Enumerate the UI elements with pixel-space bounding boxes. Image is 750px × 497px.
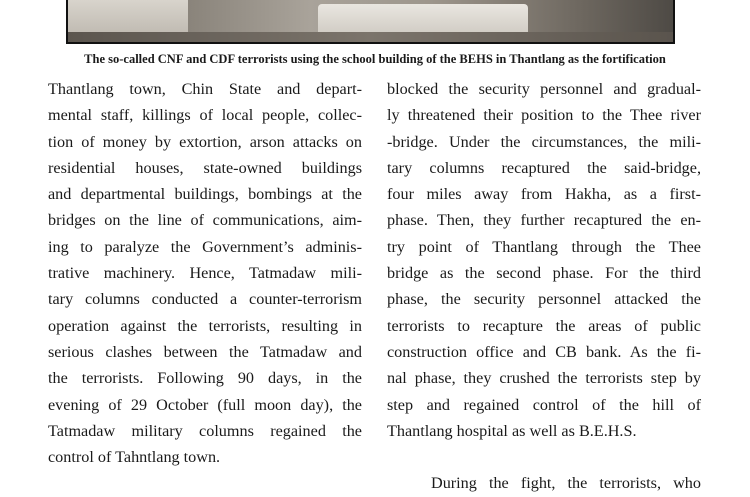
left-line: ing to paralyze the Government’s adminis-	[48, 237, 362, 256]
left-line: and departmental buildings, bombings at the	[48, 185, 362, 204]
left-line: operation against the terrorists, resulting in	[48, 316, 362, 335]
left-column	[48, 76, 362, 470]
left-line: tion of money by extortion, arson attacks on	[48, 132, 362, 151]
right-line: bridge as the second phase. For the third	[387, 264, 701, 283]
left-line: the terrorists. Following 90 days, in the	[48, 369, 362, 388]
right-line: ly threatened their position to the Thee river	[387, 106, 701, 125]
left-line: evening of 29 October (full moon day), the	[48, 395, 362, 414]
left-line: serious clashes between the Tatmadaw and	[48, 342, 362, 361]
left-line: tary columns conducted a counter-terrorism	[48, 290, 362, 309]
left-line: mental staff, killings of local people, collec-	[48, 106, 362, 125]
left-line: trative machinery. Hence, Tatmadaw mili-	[48, 264, 362, 283]
right-line: terrorists to recapture the areas of public	[387, 316, 701, 335]
right-column	[387, 76, 701, 497]
photo-caption: The so-called CNF and CDF terrorists using the school building of the BEHS in Thantlang as the fortification	[84, 52, 666, 66]
left-line: residential houses, state-owned buildings	[48, 158, 362, 177]
left-line: Tatmadaw military columns regained the	[48, 421, 362, 440]
right-line: nal phase, they crushed the terrorists step by	[387, 369, 701, 388]
right-line: Thantlang hospital as well as B.E.H.S.	[387, 421, 637, 440]
right-line: tary columns recaptured the said-bridge,	[387, 158, 701, 177]
right-line: blocked the security personnel and gradual-	[387, 80, 701, 98]
article-photo	[66, 0, 675, 44]
right-line: try point of Thantlang through the Thee	[387, 237, 701, 256]
left-line: control of Tahntlang town.	[48, 448, 221, 467]
right-line: During the fight, the terrorists, who	[431, 474, 701, 493]
right-line: phase. Then, they further recaptured the en-	[387, 211, 701, 230]
left-line: bridges on the line of communications, aim-	[48, 211, 362, 230]
right-line: step and regained control of the hill of	[387, 395, 701, 414]
right-line: phase, the security personnel attacked the	[387, 290, 701, 309]
photo-floor	[68, 32, 673, 42]
right-line: construction office and CB bank. As the fi-	[387, 342, 701, 361]
right-line: four miles away from Hakha, as a first-	[387, 185, 701, 204]
right-line: -bridge. Under the circumstances, the mili-	[387, 132, 701, 151]
left-line: Thantlang town, Chin State and depart-	[48, 80, 362, 98]
right-line-blank	[387, 444, 701, 470]
